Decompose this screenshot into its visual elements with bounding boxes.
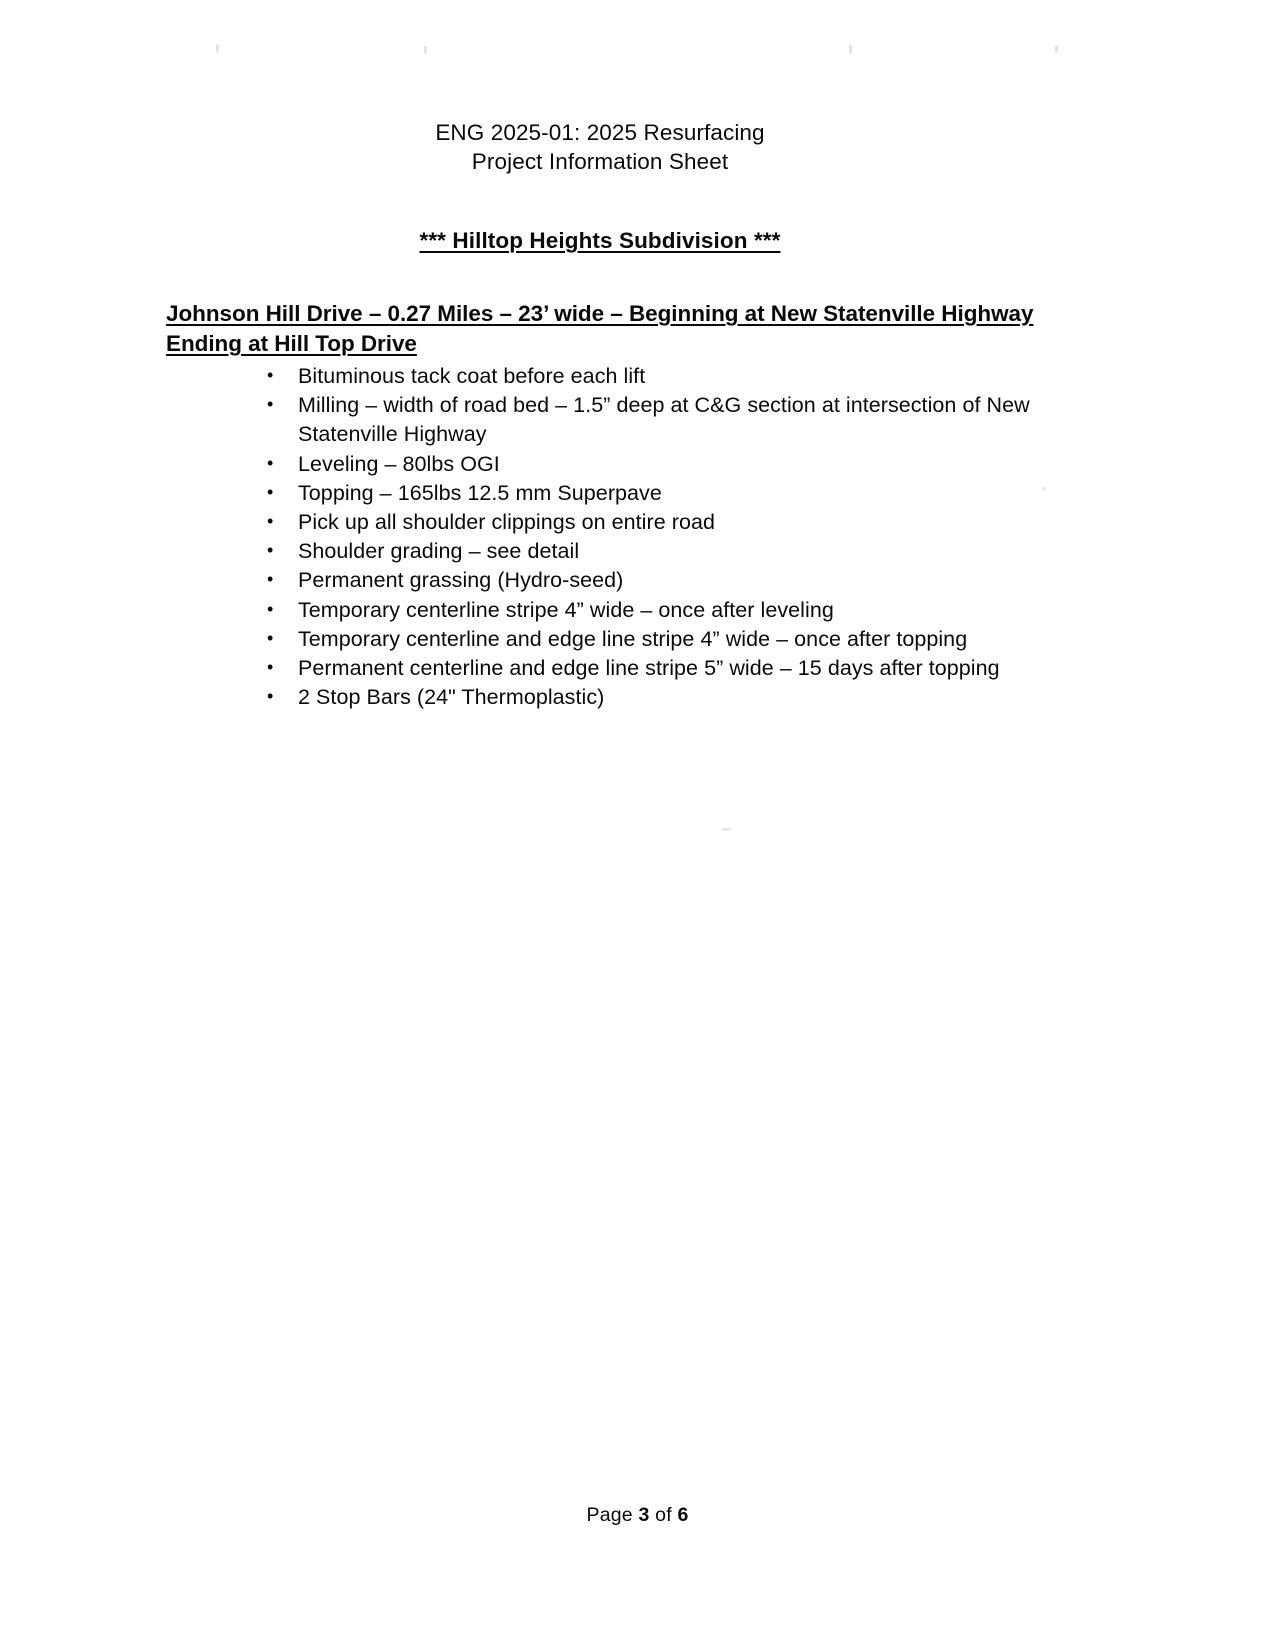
footer-prefix: Page: [586, 1504, 639, 1526]
list-item: • Permanent centerline and edge line stripe 5” wide – 15 days after topping: [166, 654, 1034, 683]
subdivision-heading: [166, 226, 1034, 255]
page-footer: [0, 1503, 1275, 1527]
footer-current-page: 3: [638, 1504, 650, 1526]
scan-artifact-speck: [216, 44, 219, 53]
footer-middle: of: [649, 1504, 678, 1526]
title-line-project-number: ENG 2025-01: 2025 Resurfacing: [435, 120, 765, 145]
list-item: • Temporary centerline and edge line stripe 4” wide – once after topping: [166, 625, 1034, 654]
list-item: • Shoulder grading – see detail: [166, 537, 1034, 566]
scan-artifact-speck: [1042, 487, 1046, 491]
list-item: • Permanent grassing (Hydro-seed): [166, 566, 1034, 595]
list-item: • Topping – 165lbs 12.5 mm Superpave: [166, 479, 1034, 508]
scan-artifact-speck: [424, 46, 427, 54]
scan-artifact-speck: [722, 828, 731, 831]
document-body: [166, 118, 1034, 712]
street-section-heading-text: Johnson Hill Drive – 0.27 Miles – 23’ wide – Beginning at New Statenville Highway Ending at Hill Top Drive: [166, 301, 1034, 356]
document-title: [166, 118, 1034, 176]
list-item: • Leveling – 80lbs OGI: [166, 450, 1034, 479]
list-item: • Bituminous tack coat before each lift: [166, 362, 1034, 391]
list-item: • Milling – width of road bed – 1.5” deep at C&G section at intersection of New Statenville Highway: [166, 391, 1034, 449]
scan-artifact-speck: [1055, 45, 1058, 53]
specification-list: [166, 362, 1034, 712]
list-item: • 2 Stop Bars (24" Thermoplastic): [166, 683, 1034, 712]
scan-artifact-speck: [849, 44, 852, 54]
street-section-heading: [166, 299, 1034, 359]
list-item: • Pick up all shoulder clippings on entire road: [166, 508, 1034, 537]
subdivision-heading-text: *** Hilltop Heights Subdivision ***: [419, 228, 781, 253]
footer-total-pages: 6: [677, 1504, 689, 1526]
title-line-sheet-name: Project Information Sheet: [471, 149, 729, 174]
list-item: • Temporary centerline stripe 4” wide – once after leveling: [166, 596, 1034, 625]
